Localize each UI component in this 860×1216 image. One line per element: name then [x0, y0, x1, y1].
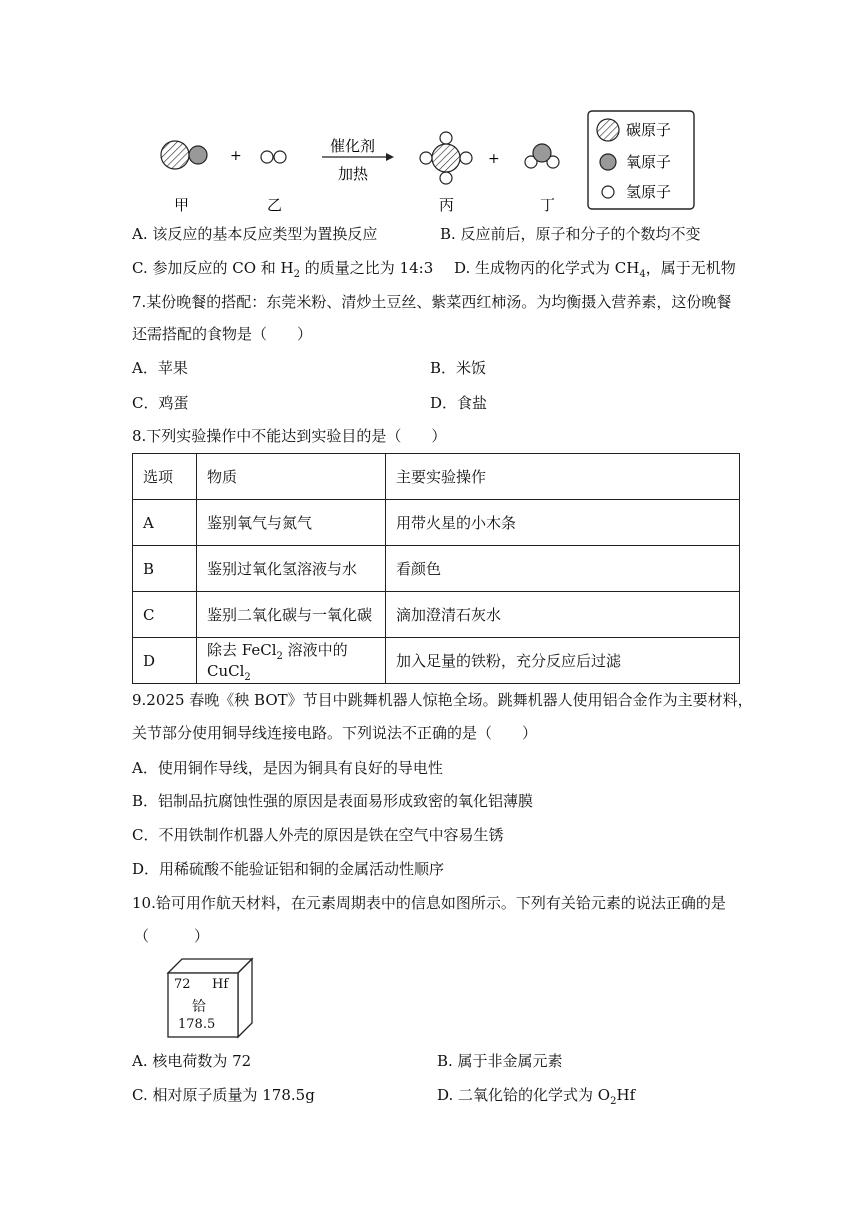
table-cell: 鉴别过氧化氢溶液与水	[197, 546, 386, 592]
label-ding: 丁	[540, 196, 556, 214]
hydrogen-atom	[440, 172, 452, 184]
q9-stem-line1: 9.2025 春晚《秧 BOT》节目中跳舞机器人惊艳全场。跳舞机器人使用铝合金作为主要材料，	[132, 691, 753, 709]
table-cell: 鉴别二氧化碳与一氧化碳	[197, 592, 386, 638]
table-row	[133, 592, 740, 638]
hydrogen-atom	[460, 152, 472, 164]
atomic-number: 72	[174, 977, 191, 992]
q7-stem-line2: 还需搭配的食物是（ ）	[132, 325, 313, 343]
header-option: 选项	[133, 454, 197, 500]
hydrogen-atom	[261, 151, 273, 163]
table-cell: D	[133, 638, 197, 684]
table-cell: 看颜色	[386, 546, 740, 592]
q7-option-a: A．苹果	[132, 359, 188, 377]
q7-option-d: D．食盐	[430, 394, 488, 412]
hydrogen-atom	[440, 132, 452, 144]
q6-option-d: D. 生成物丙的化学式为 $CH_4$，属于无机物	[454, 259, 736, 280]
heat-label: 加热	[338, 165, 369, 183]
hydrogen-atom	[420, 152, 432, 164]
q10-stem-line2: （ ）	[134, 927, 210, 945]
q9-stem-line2: 关节部分使用铜导线连接电路。下列说法不正确的是（ ）	[132, 724, 538, 742]
atomic-mass: 178.5	[178, 1017, 216, 1032]
header-substance: 物质	[197, 454, 386, 500]
element-card	[166, 957, 256, 1039]
catalyst-label: 催化剂	[330, 137, 376, 155]
label-bing: 丙	[439, 196, 455, 214]
table-row	[133, 638, 740, 684]
legend-oxygen-label: 氧原子	[626, 153, 672, 171]
carbon-atom	[432, 144, 460, 172]
table-cell: C	[133, 592, 197, 638]
table-row	[133, 546, 740, 592]
plus-sign: +	[488, 151, 500, 167]
table-cell: 加入足量的铁粉，充分反应后过滤	[386, 638, 740, 684]
hydrogen-atom	[274, 151, 286, 163]
arrow-head	[386, 153, 394, 161]
legend-carbon-icon	[597, 119, 619, 141]
q9-option-a: A．使用铜作导线，是因为铜具有良好的导电性	[132, 759, 443, 777]
q9-option-d: D．用稀硫酸不能验证铝和铜的金属活动性顺序	[132, 860, 445, 878]
q6-option-c: C. 参加反应的 CO 和 $H_2$ 的质量之比为 14:3	[132, 259, 434, 280]
q8-table	[132, 453, 740, 684]
legend-oxygen-icon	[600, 154, 616, 170]
carbon-atom	[161, 141, 189, 169]
table-cell: 鉴别氧气与氮气	[197, 500, 386, 546]
q6-option-b: B. 反应前后，原子和分子的个数均不变	[440, 225, 701, 243]
q9-option-b: B．铝制品抗腐蚀性强的原因是表面易形成致密的氧化铝薄膜	[132, 792, 534, 810]
legend-hydrogen-icon	[602, 186, 614, 198]
table-cell: 滴加澄清石灰水	[386, 592, 740, 638]
table-cell: B	[133, 546, 197, 592]
plus-sign: +	[230, 148, 242, 164]
q10-stem-line1: 10.铪可用作航天材料，在元素周期表中的信息如图所示。下列有关铪元素的说法正确的是	[132, 894, 726, 912]
q6-option-a: A. 该反应的基本反应类型为置换反应	[132, 225, 378, 243]
legend-hydrogen-label: 氢原子	[626, 183, 672, 201]
q10-option-b: B. 属于非金属元素	[437, 1052, 563, 1070]
reaction-svg	[150, 105, 710, 215]
q7-stem-line1: 7.某份晚餐的搭配：东莞米粉、清炒土豆丝、紫菜西红柿汤。为均衡摄入营养素，这份晚餐	[132, 293, 732, 311]
element-symbol: Hf	[212, 977, 229, 992]
oxygen-atom	[533, 144, 551, 162]
oxygen-atom	[189, 146, 207, 164]
table-row	[133, 500, 740, 546]
reaction-diagram	[150, 105, 710, 215]
label-jia: 甲	[174, 196, 190, 214]
q8-stem: 8.下列实验操作中不能达到实验目的是（ ）	[132, 427, 447, 445]
label-yi: 乙	[267, 196, 283, 214]
element-name: 铪	[192, 999, 206, 1015]
q10-option-a: A. 核电荷数为 72	[132, 1052, 252, 1070]
q7-option-b: B．米饭	[430, 359, 487, 377]
q7-option-c: C．鸡蛋	[132, 394, 189, 412]
table-cell: 用带火星的小木条	[386, 500, 740, 546]
header-operation: 主要实验操作	[386, 454, 740, 500]
q9-option-c: C．不用铁制作机器人外壳的原因是铁在空气中容易生锈	[132, 826, 504, 844]
table-header-row	[133, 454, 740, 500]
q10-option-d: D. 二氧化铪的化学式为 $O_2Hf$	[437, 1086, 636, 1107]
q10-option-c: C. 相对原子质量为 178.5g	[132, 1086, 315, 1104]
legend-carbon-label: 碳原子	[626, 121, 672, 139]
table-cell: 除去 FeCl$_2$ 溶液中的 CuCl$_2$	[197, 638, 386, 684]
table-cell: A	[133, 500, 197, 546]
